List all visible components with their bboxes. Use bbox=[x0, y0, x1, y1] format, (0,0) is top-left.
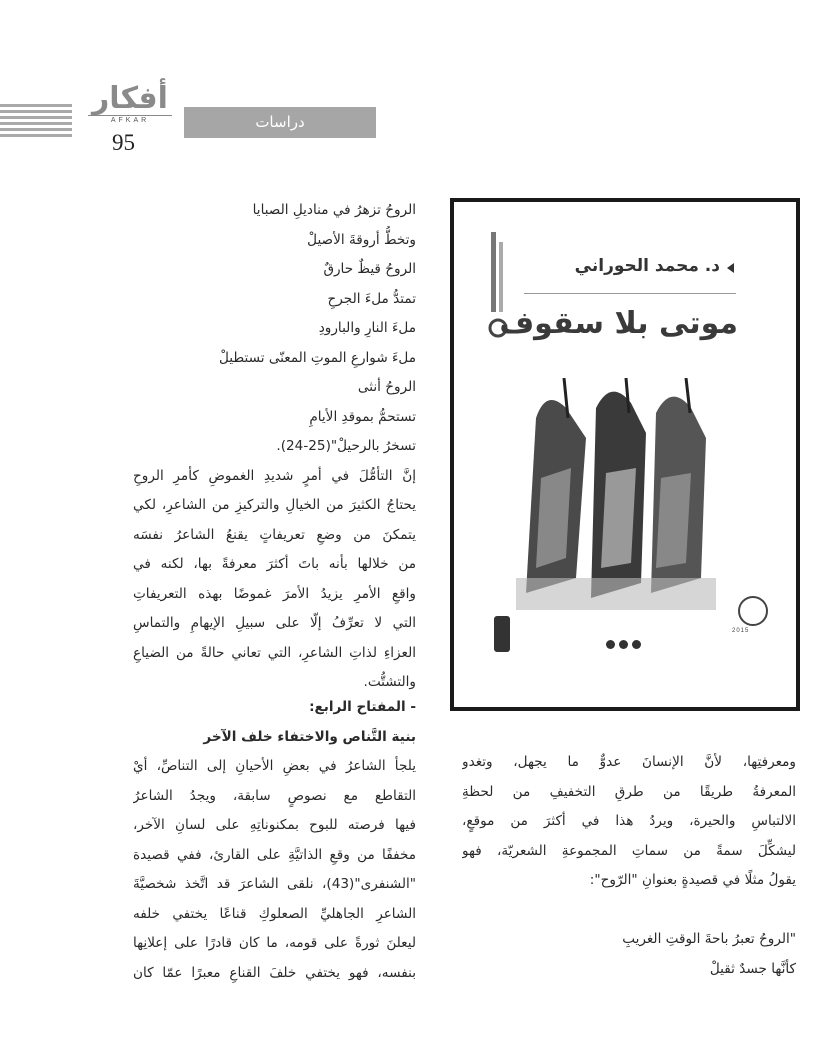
section-heading: - المفتاح الرابع: bbox=[309, 699, 416, 715]
poem-line: كأنَّها جسدٌ ثقيلْ bbox=[709, 960, 796, 977]
paragraph-line: بنفسه، فهو يختفي خلفَ القناعِ معبرًا عمّا كان bbox=[133, 964, 416, 981]
cover-photo-figures bbox=[516, 378, 716, 610]
section-label: دراسات bbox=[184, 107, 376, 138]
poem-line: الروحُ تزهرُ في مناديلِ الصبايا bbox=[252, 202, 416, 218]
paragraph-line: ومعرفتِها، لأنَّ الإنسانَ عدوٌّ ما يجهل، وتغدو bbox=[462, 754, 796, 770]
right-column-lower bbox=[133, 693, 416, 988]
paragraph-line: الشاعرِ الجاهليِّ الصعلوكِ قناعًا يختفي خلفه bbox=[133, 905, 416, 922]
cover-triangle-icon bbox=[727, 263, 734, 273]
publisher-logo-icon bbox=[494, 616, 510, 652]
poem-line: ملءَ النارِ والبارودِ bbox=[318, 320, 416, 336]
section-subheading: بنية التَّناص والاختفاء خلف الآخر bbox=[203, 728, 416, 745]
paragraph-line: العزاءِ لذاتِ الشاعرِ، التي تعاني حالةً من الضياعِ bbox=[133, 644, 416, 661]
poem-line: تستحمُّ بموقدِ الأيامِ bbox=[309, 408, 416, 425]
paragraph-line: إنَّ التأمُّلَ في أمرٍ شديدِ الغموضِ كأمرِ الروحِ bbox=[133, 467, 416, 484]
poem-line: الروحُ أنثى bbox=[357, 379, 416, 395]
poem-line: تمتدُّ ملءَ الجرحِ bbox=[327, 290, 416, 307]
paragraph-line: فيها فرصته للبوح بمكنوناتِهِ على لسانِ الآخر، bbox=[133, 817, 416, 833]
paragraph-line: يحتاجُ الكثيرَ من الخيالِ والتركيزِ من الشاعرِ، لكي bbox=[133, 497, 416, 513]
paragraph-line: ليعلنَ ثورةً على قومه، ما كان قادرًا على إعلانِها bbox=[133, 935, 416, 951]
logo-english: AFKAR bbox=[88, 115, 172, 125]
paragraph-line: "الشنفرى"(43)، نلقى الشاعرَ قد اتَّخذ شخصيَّةَ bbox=[133, 876, 416, 892]
paragraph-line: يقولُ مثلًا في قصيدةٍ بعنوانِ "الرّوح": bbox=[589, 872, 796, 888]
poem-line: تسخرُ بالرحيلْ"(25-24). bbox=[276, 438, 416, 454]
poem-line: وتخطُّ أروقةَ الأصيلْ bbox=[307, 231, 416, 248]
seal-icon bbox=[738, 596, 768, 626]
paragraph-line: واقعِ الأمرِ يزيدُ الأمرَ غموضًا بهذه التعريفاتِ bbox=[133, 585, 416, 602]
poem-line: "الروحُ تعبرُ باحةَ الوقتِ الغريبِ bbox=[622, 931, 796, 947]
paragraph-line: يتمكنَ من وضعِ تعريفاتٍ يقنعُ الشاعرُ نفسَه bbox=[133, 526, 416, 543]
poem-line: ملءَ شوارعِ الموتِ المعنّى تستطيلْ bbox=[218, 349, 416, 366]
paragraph-line: التقاطع مع نصوصٍ سابقة، ويجدُ الشاعرُ bbox=[133, 787, 416, 804]
book-cover-image bbox=[450, 198, 800, 711]
paragraph-line: من خلالها بأنه باتَ أكثرَ معرفةً بها، لكنه في bbox=[133, 556, 416, 572]
right-column-upper bbox=[133, 196, 416, 698]
page-number: 95 bbox=[112, 130, 135, 155]
magazine-logo bbox=[88, 81, 172, 125]
paragraph-line: والتشتُّت. bbox=[363, 674, 416, 690]
blank-line bbox=[462, 896, 796, 926]
paragraph-line: الالتباسِ والحيرة، ويردُ هذا في أكثرَ من موقعٍ، bbox=[462, 813, 796, 829]
cover-year: 2015 bbox=[732, 628, 750, 634]
cover-title: موتى بلا سقوف bbox=[499, 306, 738, 341]
cover-author: د. محمد الحوراني bbox=[574, 256, 720, 276]
paragraph-line: مخففًا من وقعِ الذاتيَّةِ على القارئ، ففي قصيدة bbox=[133, 846, 416, 863]
paragraph-line: يلجأ الشاعرُ في بعضِ الأحيانِ إلى التناصِّ، أيْ bbox=[133, 758, 416, 774]
paragraph-line: ليشكِّلَ سمةً من سماتِ المجموعةِ الشعريّة، فهو bbox=[462, 842, 796, 859]
left-column bbox=[462, 748, 796, 984]
cover-divider bbox=[524, 293, 736, 294]
decorative-stripes bbox=[0, 104, 72, 140]
cover-dots bbox=[604, 634, 643, 653]
paragraph-line: التي لا تعرِّفُ إلّا على سبيلِ الإيهامِ والتماسِ bbox=[133, 615, 416, 631]
paragraph-line: المعرفةُ طريقًا من طرقِ التخفيفِ من لحظةِ bbox=[462, 783, 796, 800]
poem-line: الروحُ قيظٌ حارقٌ bbox=[323, 261, 416, 277]
logo-arabic: أفكار bbox=[92, 81, 168, 116]
